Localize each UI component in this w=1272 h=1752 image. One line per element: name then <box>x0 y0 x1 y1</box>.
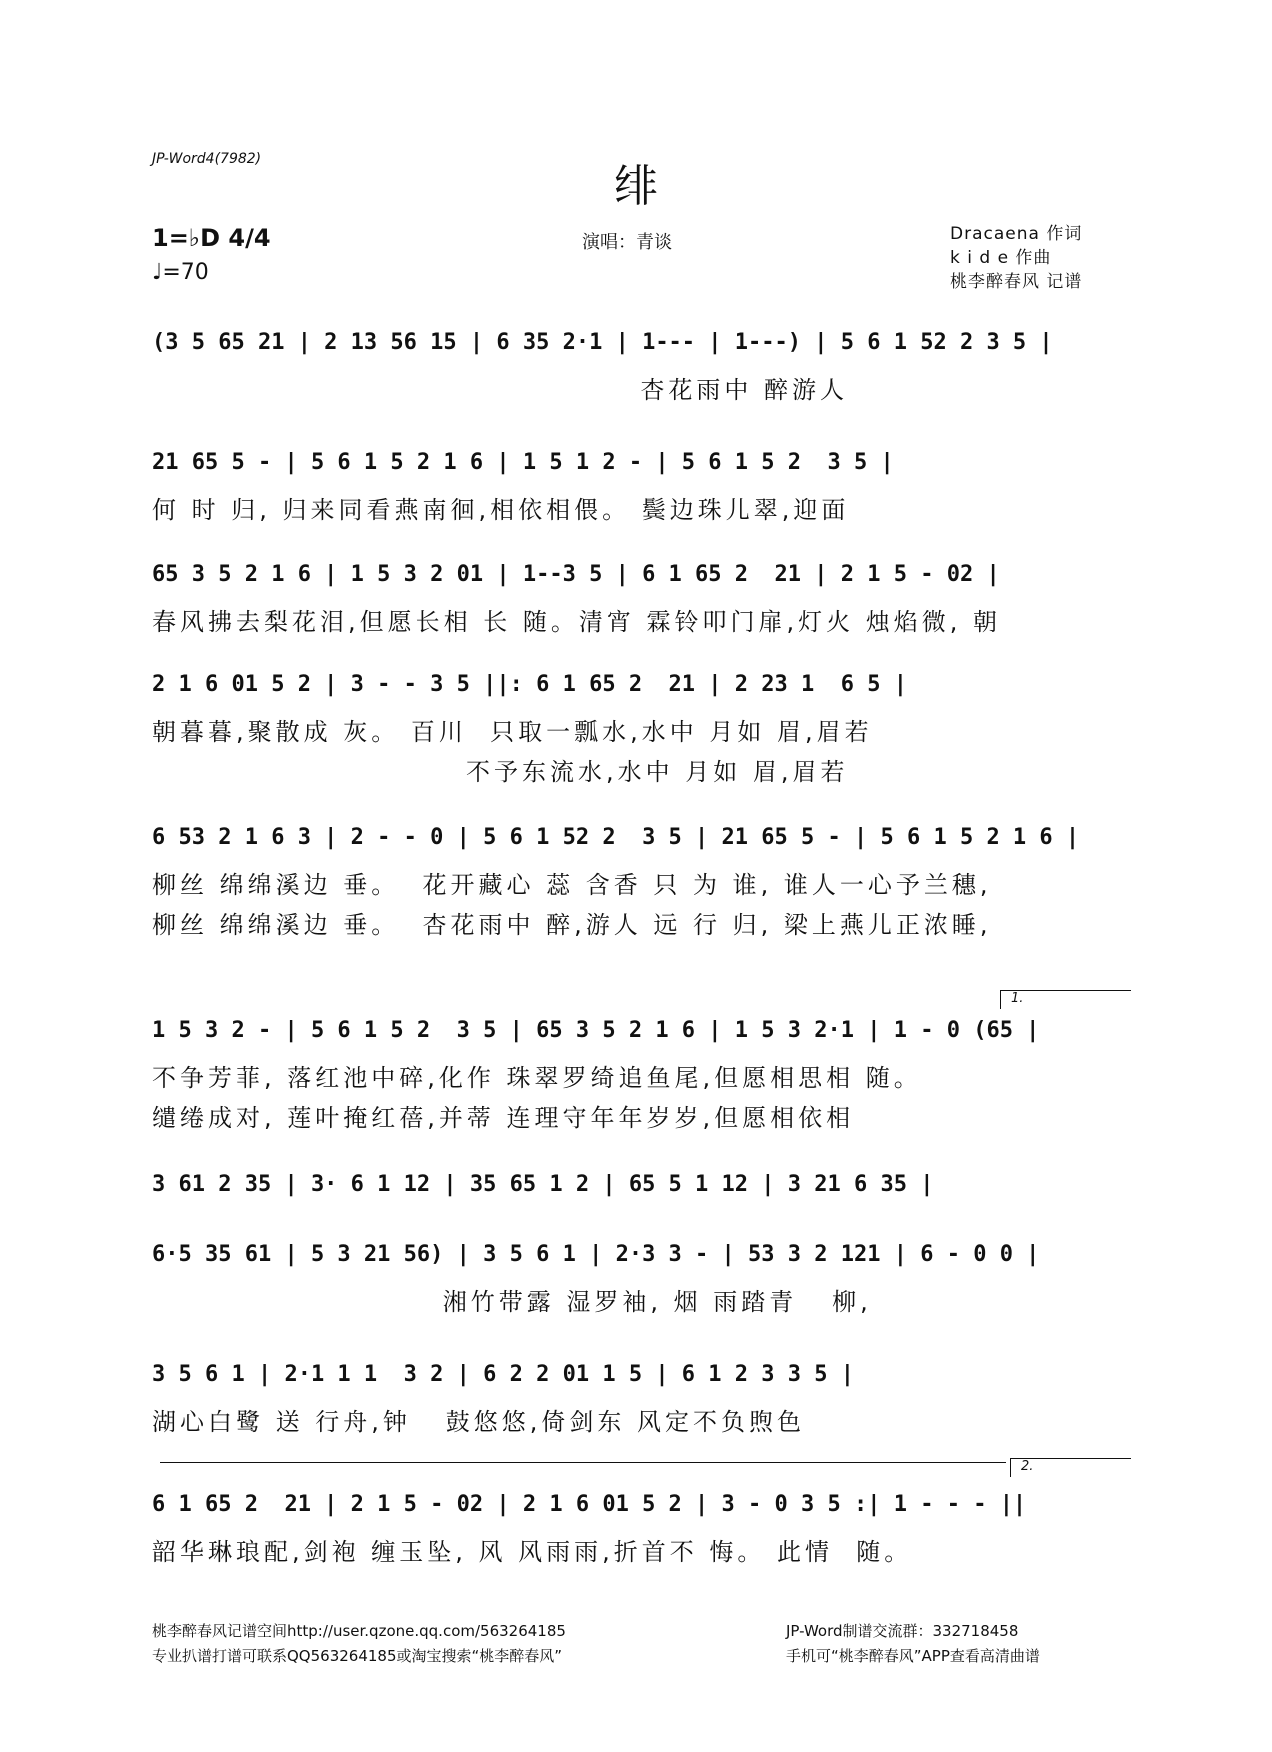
notation-line: 3 61 2 35 | 3· 6 1 12 | 35 65 1 2 | 65 5 1 12 | 3 21 6 35 | <box>152 1172 934 1197</box>
notation-line: 2 1 6 01 5 2 | 3 - - 3 5 ||: 6 1 65 2 21 | 2 23 1 6 5 | <box>152 672 907 697</box>
lyric-line: 朝暮暮,聚散成 灰。 百川 只取一瓢水,水中 月如 眉,眉若 <box>152 718 873 746</box>
footer-group: JP-Word制谱交流群：332718458 <box>786 1622 1019 1640</box>
key-signature: 1=♭D 4/4 <box>152 224 271 252</box>
lyric-line-verse2: 不予东流水,水中 月如 眉,眉若 <box>152 758 849 786</box>
lyric-line: 春风拂去梨花泪,但愿长相 长 随。清宵 霖铃叩门扉,灯火 烛焰微, 朝 <box>152 608 1002 636</box>
volta-first-ending: 1. <box>1000 990 1131 1009</box>
notation-line: 65 3 5 2 1 6 | 1 5 3 2 01 | 1--3 5 | 6 1 65 2 21 | 2 1 5 - 02 | <box>152 562 1000 587</box>
lyric-line: 不争芳菲, 落红池中碎,化作 珠翠罗绮追鱼尾,但愿相思相 随。 <box>152 1064 922 1092</box>
slur-line <box>160 1462 1006 1463</box>
lyric-line: 湖心白鹭 送 行舟,钟 鼓悠悠,倚剑东 风定不负煦色 <box>152 1408 806 1436</box>
footer-link[interactable]: 桃李醉春风记谱空间http://user.qzone.qq.com/563264185 <box>152 1622 566 1640</box>
tempo-marking: ♩=70 <box>152 260 209 285</box>
footer-contact: 专业扒谱打谱可联系QQ563264185或淘宝搜索“桃李醉春风” <box>152 1647 563 1665</box>
footer-app: 手机可“桃李醉春风”APP查看高清曲谱 <box>786 1647 1040 1665</box>
notation-line: 6 1 65 2 21 | 2 1 5 - 02 | 2 1 6 01 5 2 | 3 - 0 3 5 :| 1 - - - || <box>152 1492 1027 1517</box>
lyric-line-verse2: 缱绻成对, 莲叶掩红蓓,并蒂 连理守年年岁岁,但愿相依相 <box>152 1104 855 1132</box>
singer-credit: 演唱：青谈 <box>582 232 672 253</box>
notation-line: 1 5 3 2 - | 5 6 1 5 2 3 5 | 65 3 5 2 1 6 | 1 5 3 2·1 | 1 - 0 (65 | <box>152 1018 1040 1043</box>
lyric-line: 韶华琳琅配,剑袍 缠玉坠, 风 风雨雨,折首不 悔。 此情 随。 <box>152 1538 913 1566</box>
lyric-line: 柳丝 绵绵溪边 垂。 花开藏心 蕊 含香 只 为 谁, 谁人一心予兰穗, <box>152 871 992 899</box>
notation-line: 21 65 5 - | 5 6 1 5 2 1 6 | 1 5 1 2 - | 5 6 1 5 2 3 5 | <box>152 450 894 475</box>
notation-line: 6·5 35 61 | 5 3 21 56) | 3 5 6 1 | 2·3 3 - | 53 3 2 121 | 6 - 0 0 | <box>152 1242 1040 1267</box>
notation-line: 3 5 6 1 | 2·1 1 1 3 2 | 6 2 2 01 1 5 | 6 1 2 3 3 5 | <box>152 1362 854 1387</box>
lyric-line: 何 时 归, 归来同看燕南徊,相依相偎。 鬓边珠儿翠,迎面 <box>152 496 850 524</box>
volta-second-ending: 2. <box>1010 1458 1131 1477</box>
transcriber-credit: 桃李醉春风 记谱 <box>950 272 1083 292</box>
composer-credit: k i d e 作曲 <box>950 248 1052 268</box>
lyric-line-verse2: 柳丝 绵绵溪边 垂。 杏花雨中 醉,游人 远 行 归, 梁上燕儿正浓睡, <box>152 911 992 939</box>
lyric-line: 杏花雨中 醉游人 <box>152 376 849 404</box>
lyricist-credit: Dracaena 作词 <box>950 224 1083 244</box>
notation-line: (3 5 65 21 | 2 13 56 15 | 6 35 2·1 | 1--- | 1---) | 5 6 1 52 2 3 5 | <box>152 330 1053 355</box>
source-label: JP-Word4(7982) <box>152 151 262 167</box>
song-title: 绯 <box>614 161 658 212</box>
lyric-line: 湘竹带露 湿罗袖, 烟 雨踏青 柳, <box>152 1288 872 1316</box>
notation-line: 6 53 2 1 6 3 | 2 - - 0 | 5 6 1 52 2 3 5 | 21 65 5 - | 5 6 1 5 2 1 6 | <box>152 825 1080 850</box>
